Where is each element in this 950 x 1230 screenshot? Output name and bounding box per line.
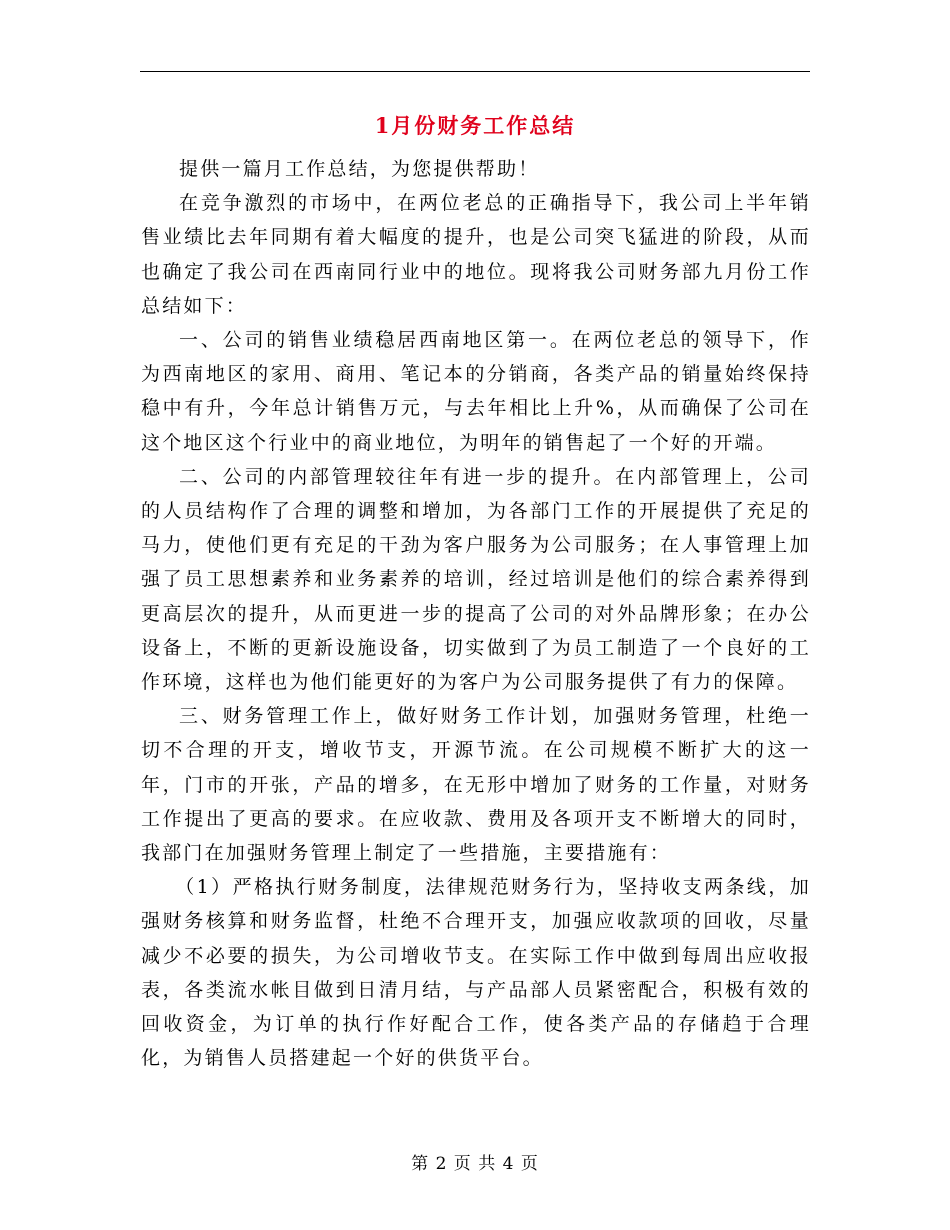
header-rule	[140, 71, 810, 72]
page-number-footer: 第 2 页 共 4 页	[411, 1154, 539, 1174]
document-body	[141, 152, 811, 1075]
section-two-paragraph: 二、公司的内部管理较往年有进一步的提升。在内部管理上，公司的人员结构作了合理的调整和增加，为各部门工作的开展提供了充足的马力，使他们更有充足的干劲为客户服务为公司服务；在人事管理上加强了员工思想素养和业务素养的培训，经过培训是他们的综合素养得到更高层次的提升，从而更进一步的提高了公司的对外品牌形象；在办公设备上，不断的更新设施设备，切实做到了为员工制造了一个良好的工作环境，这样也为他们能更好的为客户为公司服务提供了有力的保障。	[141, 465, 811, 694]
overview-paragraph: 在竞争激烈的市场中，在两位老总的正确指导下，我公司上半年销售业绩比去年同期有着大幅度的提升，也是公司突飞猛进的阶段，从而也确定了我公司在西南同行业中的地位。现将我公司财务部九月份工作总结如下：	[141, 192, 811, 317]
measure-one-paragraph: （1）严格执行财务制度，法律规范财务行为，坚持收支两条线，加强财务核算和财务监督，杜绝不合理开支，加强应收款项的回收，尽量减少不必要的损失，为公司增收节支。在实际工作中做到每周出应收报表，各类流水帐目做到日清月结，与产品部人员紧密配合，积极有效的回收资金，为订单的执行作好配合工作，使各类产品的存储趋于合理化，为销售人员搭建起一个好的供货平台。	[141, 876, 811, 1070]
intro-paragraph: 提供一篇月工作总结，为您提供帮助！	[179, 158, 540, 180]
section-three-paragraph: 三、财务管理工作上，做好财务工作计划，加强财务管理，杜绝一切不合理的开支，增收节支，开源节流。在公司规模不断扩大的这一年，门市的开张，产品的增多，在无形中增加了财务的工作量，对财务工作提出了更高的要求。在应收款、费用及各项开支不断增大的同时，我部门在加强财务管理上制定了一些措施，主要措施有：	[141, 705, 811, 865]
document-title: 1月份财务工作总结	[374, 113, 576, 138]
section-one-paragraph: 一、公司的销售业绩稳居西南地区第一。在两位老总的领导下，作为西南地区的家用、商用、笔记本的分销商，各类产品的销量始终保持稳中有升，今年总计销售万元，与去年相比上升%，从而确保了公司在这个地区这个行业中的商业地位，为明年的销售起了一个好的开端。	[141, 329, 811, 454]
